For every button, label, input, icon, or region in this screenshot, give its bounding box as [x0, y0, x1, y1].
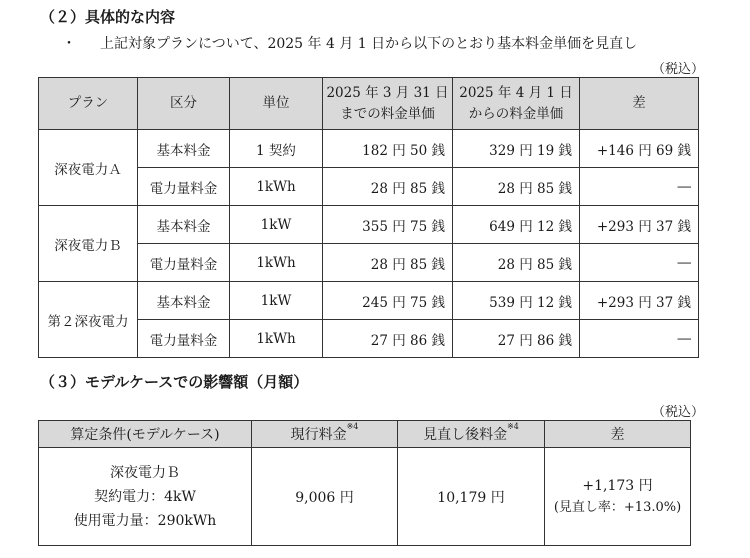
header-unit: 単位: [230, 78, 323, 130]
unit-cell: 1 契約: [230, 130, 323, 168]
model-table-header-row: [39, 421, 691, 448]
rate-table: [38, 77, 699, 358]
section2-heading: （２）具体的な内容: [40, 8, 176, 26]
before-price-cell: 28 円 85 銭: [323, 244, 453, 282]
diff-rate: (見直し率：+13.0%): [553, 499, 682, 515]
unit-cell: 1kWh: [230, 244, 323, 282]
after-price-cell: 539 円 12 銭: [453, 282, 580, 320]
header-before-line1: 2025 年 3 月 31 日: [326, 84, 449, 101]
condition-contract-power: 契約電力：4kW: [94, 488, 196, 505]
header-before: [323, 78, 453, 130]
header-current-fee: [252, 421, 398, 448]
section3-heading: （３）モデルケースでの影響額（月額）: [40, 373, 309, 391]
header-before-line2: までの料金単価: [340, 105, 435, 122]
plan-cell: 深夜電力Ｂ: [39, 206, 138, 282]
category-cell: 電力量料金: [138, 168, 230, 206]
before-price-cell: 245 円 75 銭: [323, 282, 453, 320]
before-price-cell: 28 円 85 銭: [323, 168, 453, 206]
condition-cell: [39, 448, 252, 546]
unit-cell: 1kWh: [230, 320, 323, 358]
before-price-cell: 182 円 50 銭: [323, 130, 453, 168]
diff-cell: +293 円 37 銭: [580, 282, 699, 320]
diff-cell: ―: [580, 244, 699, 282]
header-diff: 差: [580, 78, 699, 130]
header-after-line2: からの料金単価: [468, 105, 564, 122]
plan-cell: 第２深夜電力: [39, 282, 138, 358]
diff-cell: ―: [580, 320, 699, 358]
header-current-label: 現行料金: [290, 427, 347, 443]
bullet-mark: ・: [62, 36, 76, 52]
rate-table-header-row: [39, 78, 699, 130]
after-price-cell: 27 円 86 銭: [453, 320, 580, 358]
table-row: [39, 168, 699, 206]
footnote-mark: ※4: [507, 422, 519, 431]
header-revised-fee: [398, 421, 545, 448]
category-cell: 基本料金: [138, 206, 230, 244]
unit-cell: 1kW: [230, 282, 323, 320]
condition-usage: 使用電力量：290kWh: [73, 512, 217, 529]
category-cell: 基本料金: [138, 130, 230, 168]
after-price-cell: 28 円 85 銭: [453, 168, 580, 206]
diff-cell: +146 円 69 銭: [580, 130, 699, 168]
section2-text: 上記対象プランについて、2025 年 4 月 1 日から以下のとおり基本料金単価を見直し: [100, 36, 638, 52]
footnote-mark: ※4: [346, 422, 359, 431]
header-diff: 差: [545, 421, 691, 448]
header-condition: 算定条件(モデルケース): [39, 421, 252, 448]
after-price-cell: 649 円 12 銭: [453, 206, 580, 244]
table-row: [39, 320, 699, 358]
unit-cell: 1kW: [230, 206, 323, 244]
header-category: 区分: [138, 78, 230, 130]
condition-plan: 深夜電力Ｂ: [110, 464, 180, 481]
header-plan: プラン: [39, 78, 138, 130]
before-price-cell: 27 円 86 銭: [323, 320, 453, 358]
category-cell: 電力量料金: [138, 244, 230, 282]
table-row: [39, 282, 699, 320]
table-row: [39, 448, 691, 546]
header-after-line1: 2025 年 4 月 1 日: [459, 84, 573, 101]
after-price-cell: 28 円 85 銭: [453, 244, 580, 282]
header-revised-label: 見直し後料金: [423, 427, 508, 443]
table-row: [39, 244, 699, 282]
category-cell: 基本料金: [138, 282, 230, 320]
unit-cell: 1kWh: [230, 168, 323, 206]
diff-cell: +293 円 37 銭: [580, 206, 699, 244]
model-case-table: [38, 420, 691, 546]
diff-cell: ―: [580, 168, 699, 206]
before-price-cell: 355 円 75 銭: [323, 206, 453, 244]
after-price-cell: 329 円 19 銭: [453, 130, 580, 168]
plan-cell: 深夜電力Ａ: [39, 130, 138, 206]
tax-note-rates: （税込）: [652, 62, 705, 77]
diff-amount: +1,173 円: [582, 477, 653, 494]
tax-note-model: （税込）: [652, 405, 705, 420]
category-cell: 電力量料金: [138, 320, 230, 358]
section2-bullet-text: [62, 33, 637, 53]
table-row: [39, 130, 699, 168]
header-after: [453, 78, 580, 130]
current-fee-cell: 9,006 円: [252, 448, 398, 546]
diff-cell: [545, 448, 691, 546]
revised-fee-cell: 10,179 円: [398, 448, 545, 546]
table-row: [39, 206, 699, 244]
